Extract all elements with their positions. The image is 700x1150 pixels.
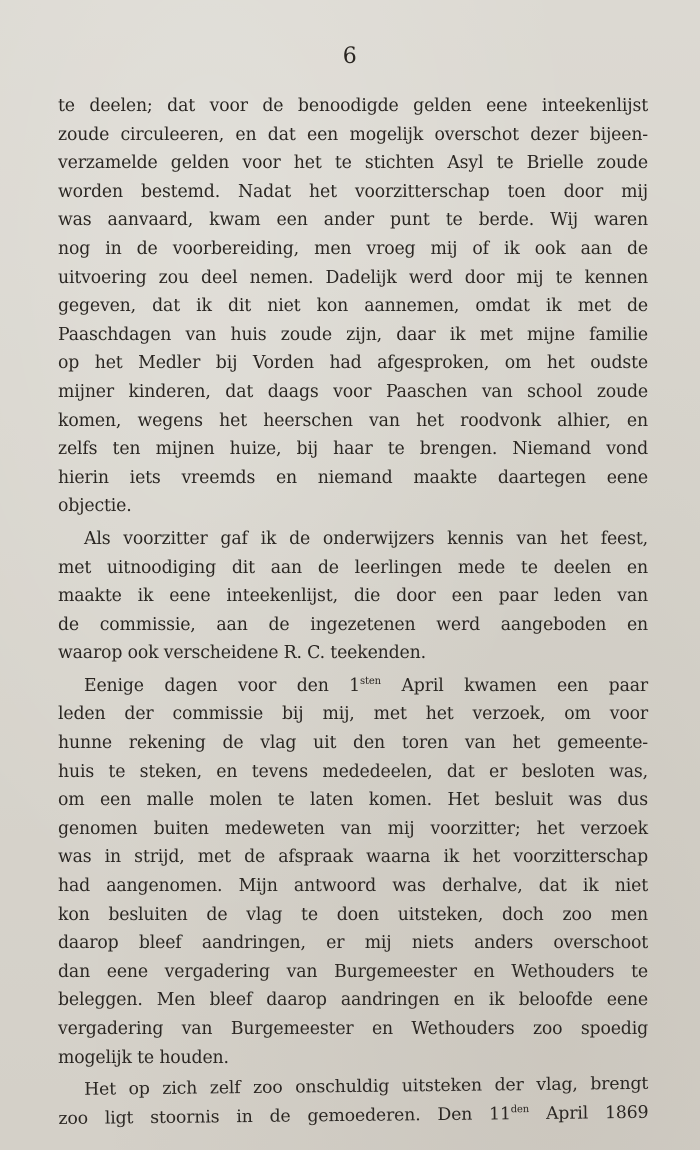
text-line: hunne rekening de vlag uit den toren van het gemeente- xyxy=(58,733,648,754)
text-line: had aangenomen. Mijn antwoord was derhalve, dat ik niet xyxy=(58,876,648,897)
ordinal-suffix: sten xyxy=(360,675,381,687)
paragraph-2 xyxy=(58,525,648,668)
text-line: om een malle molen te laten komen. Het besluit was dus xyxy=(58,790,648,811)
body-text xyxy=(58,92,648,1137)
text-line: genomen buiten medeweten van mij voorzitter; het verzoek xyxy=(58,818,648,839)
text-line xyxy=(58,1099,648,1134)
paragraph-3 xyxy=(58,672,648,1072)
text-line: huis te steken, en tevens mededeelen, dat er besloten was, xyxy=(58,761,648,782)
text-line: met uitnoodiging dit aan de leerlingen mede te deelen en xyxy=(58,557,648,578)
text-fragment: April kwamen een paar xyxy=(380,675,648,696)
text-line: daarop bleef aandringen, er mij niets anders overschoot xyxy=(58,933,648,954)
text-line: leden der commissie bij mij, met het verzoek, om voor xyxy=(58,704,648,725)
text-line: komen, wegens het heerschen van het roodvonk alhier, en xyxy=(58,410,648,431)
text-line: zelfs ten mijnen huize, bij haar te brengen. Niemand vond xyxy=(58,439,648,460)
text-line: hierin iets vreemds en niemand maakte daartegen eene xyxy=(58,467,648,488)
text-line: dan eene vergadering van Burgemeester en Wethouders te xyxy=(58,961,648,982)
text-fragment: Eenige dagen voor den 1 xyxy=(84,675,361,696)
text-line: objectie. xyxy=(58,496,132,517)
text-line: was aanvaard, kwam een ander punt te berde. Wij waren xyxy=(58,210,648,231)
paragraph-1 xyxy=(58,92,648,521)
text-line: zoude circuleeren, en dat een mogelijk overschot dezer bijeen- xyxy=(58,124,648,145)
text-line: kon besluiten de vlag te doen uitsteken, doch zoo men xyxy=(58,904,648,925)
text-line: te deelen; dat voor de benoodigde gelden eene inteekenlijst xyxy=(58,96,648,116)
text-line: was in strijd, met de afspraak waarna ik het voorzitterschap xyxy=(58,847,648,868)
text-line: vergadering van Burgemeester en Wethouders zoo spoedig xyxy=(58,1019,648,1039)
text-fragment: zoo ligt stoornis in de gemoederen. Den 11 xyxy=(58,1104,511,1129)
text-line: uitvoering zou deel nemen. Dadelijk werd door mij te kennen xyxy=(58,267,648,288)
text-line: Paaschdagen van huis zoude zijn, daar ik met mijne familie xyxy=(58,324,648,345)
paragraph-4 xyxy=(58,1070,649,1133)
text-line xyxy=(58,672,648,701)
text-fragment: April 1869 xyxy=(529,1102,649,1124)
page-number: 6 xyxy=(342,44,358,69)
ordinal-suffix: den xyxy=(510,1103,530,1116)
text-line: nog in de voorbereiding, men vroeg mij of ik ook aan de xyxy=(58,238,648,259)
text-line: verzamelde gelden voor het te stichten Asyl te Brielle zoude xyxy=(58,153,648,174)
text-line: Het op zich zelf zoo onschuldig uitsteken der vlag, brengt xyxy=(84,1074,649,1100)
text-line: maakte ik eene inteekenlijst, die door een paar leden van xyxy=(58,586,648,607)
text-line: mogelijk te houden. xyxy=(58,1047,229,1068)
text-line: de commissie, aan de ingezetenen werd aangeboden en xyxy=(58,614,648,635)
text-line: worden bestemd. Nadat het voorzitterschap toen door mij xyxy=(58,181,648,202)
text-line: mijner kinderen, dat daags voor Paaschen van school zoude xyxy=(58,381,648,402)
text-line: gegeven, dat ik dit niet kon aannemen, omdat ik met de xyxy=(58,296,648,317)
text-line: op het Medler bij Vorden had afgesproken, om het oudste xyxy=(58,353,648,374)
text-line: beleggen. Men bleef daarop aandringen en ik beloofde eene xyxy=(58,990,648,1011)
text-line: waarop ook verscheidene R. C. teekenden. xyxy=(58,643,426,664)
text-line: Als voorzitter gaf ik de onderwijzers kennis van het feest, xyxy=(84,528,648,549)
